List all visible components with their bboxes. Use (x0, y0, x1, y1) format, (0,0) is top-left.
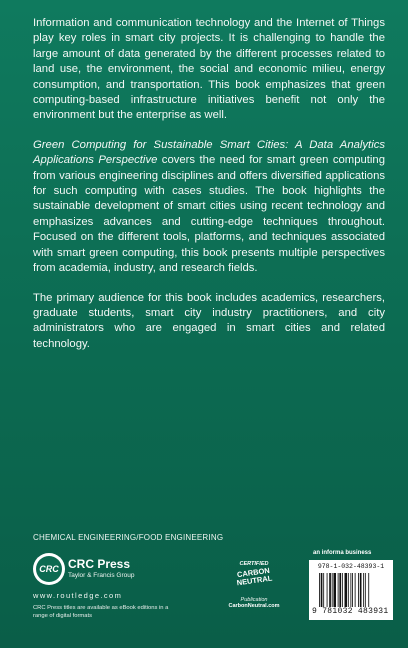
barcode-bar (360, 573, 362, 607)
barcode-bar (358, 573, 359, 607)
informa-tagline: an informa business (313, 550, 372, 556)
description-block (33, 16, 385, 366)
carbon-publication-label: Publication (240, 597, 268, 603)
ebook-note: CRC Press titles are available as eBook editions in a range of digital formats (33, 605, 169, 619)
barcode-bar (352, 573, 353, 607)
barcode-bar (339, 573, 341, 607)
barcode-bar (355, 573, 356, 607)
barcode-digits: 9 781032 483931 (312, 607, 389, 616)
book-title-italic: Green Computing for Sustainable Smart Cities: A Data Analytics Applications Perspective (33, 138, 385, 167)
crc-logo-mark: CRC (36, 556, 62, 582)
barcode-bar (329, 573, 331, 607)
carbon-neutral-logo (234, 561, 274, 595)
description-paragraph-1: Information and communication technology and the Internet of Things play key roles in smart city projects. It is challenging to handle the large amount of data generated by the different processes related to land use, the environment, the social and economic milieu, energy consumption, and transportation. This book emphasizes that green computing-based infrastructure initiatives benefit not only the environment but the enterprise as well. (33, 17, 385, 122)
barcode-bar (327, 573, 328, 607)
carbon-neutral-url: CarbonNeutral.com (228, 603, 280, 609)
isbn-barcode (309, 560, 393, 620)
isbn-number: 978-1-032-48393-1 (317, 563, 385, 570)
barcode-bar (321, 573, 323, 607)
carbon-neutral-mark: CARBON NEUTRAL (236, 565, 273, 588)
barcode-bar (338, 573, 339, 607)
barcode-bar (342, 573, 343, 607)
barcode-bar (365, 573, 366, 607)
description-paragraph-2 (33, 138, 385, 277)
carbon-neutral-badge (226, 561, 282, 625)
description-paragraph-3: The primary audience for this book includes academics, researchers, graduate students, smart city industry practitioners, and city administrators who are engaged in smart cities and related technology. (33, 291, 385, 350)
barcode-bar (348, 573, 349, 607)
description-paragraph-2-text: covers the need for smart green computing from various engineering disciplines and offers diversified applications for such computing with cases studies. The book highlights the sustainable development of smart cities using recent technology and emphasizes advances and cutting-edge techniques throughout. Focused on the different tools, platforms, and techniques associated with smart green computing, this book presents multiple perspectives from academia, industry, and research fields. (33, 154, 385, 275)
barcode-bar (319, 573, 320, 607)
barcode-bars (319, 573, 389, 607)
barcode-bar (363, 573, 364, 607)
publisher-name: CRC Press (68, 557, 131, 571)
carbon-certified-label: CERTIFIED (239, 561, 269, 567)
barcode-bar (345, 573, 348, 607)
publisher-website[interactable]: www.routledge.com (33, 591, 123, 600)
barcode-bar (333, 573, 336, 607)
publisher-group: Taylor & Francis Group (68, 572, 135, 579)
subject-category: CHEMICAL ENGINEERING/FOOD ENGINEERING (33, 533, 224, 542)
barcode-bar (332, 573, 333, 607)
barcode-bar (323, 573, 324, 607)
crc-press-logo (33, 553, 65, 585)
barcode-bar (350, 573, 351, 607)
barcode-bar (368, 573, 369, 607)
